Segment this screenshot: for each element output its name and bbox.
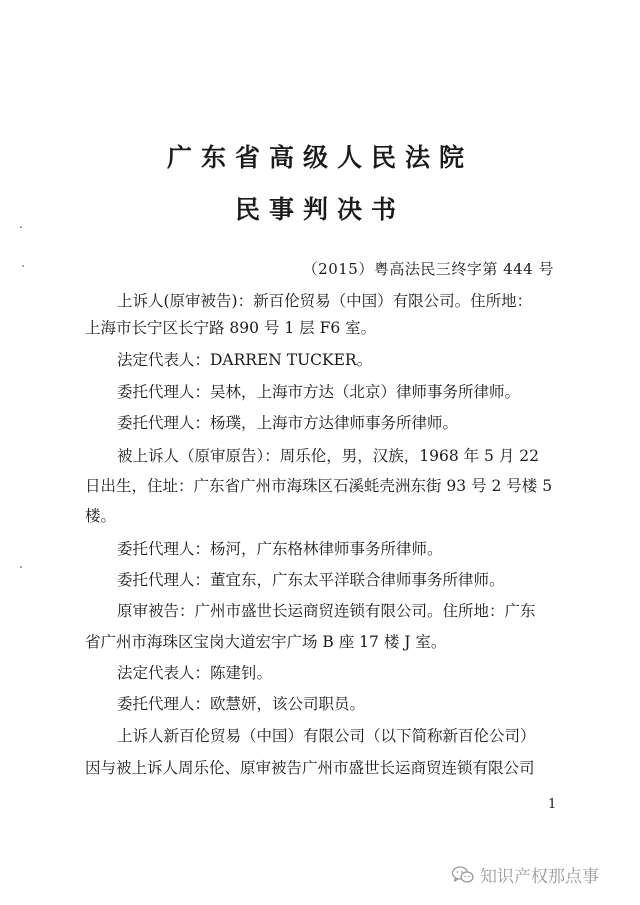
- watermark-text: 知识产权那点事: [480, 867, 599, 887]
- paragraph-appellee-end: 楼。: [85, 507, 117, 525]
- paragraph-legal-rep-2: 法定代表人：陈建钊。: [117, 664, 273, 682]
- paragraph-appellant: 上诉人(原审被告)：新百伦贸易（中国）有限公司。住所地：: [117, 292, 533, 310]
- paragraph-appellant-address: 上海市长宁区长宁路 890 号 1 层 F6 室。: [85, 319, 377, 337]
- paragraph-original-defendant: 原审被告：广州市盛世长运商贸连锁有限公司。住所地：广东: [117, 602, 536, 620]
- paragraph-agent-5: 委托代理人：欧慧妍，该公司职员。: [117, 695, 366, 713]
- document-type: 民事判决书: [234, 195, 405, 224]
- paragraph-agent-2: 委托代理人：杨璞，上海市方达律师事务所律师。: [117, 414, 459, 432]
- court-title: 广东省高级人民法院: [166, 143, 473, 172]
- paragraph-appellee: 被上诉人（原审原告）：周乐伦，男，汉族，1968 年 5 月 22: [117, 447, 539, 465]
- paragraph-case-intro-cont: 因与被上诉人周乐伦、原审被告广州市盛世长运商贸连锁有限公司: [85, 759, 535, 777]
- paragraph-agent-1: 委托代理人：吴林，上海市方达（北京）律师事务所律师。: [117, 383, 521, 401]
- watermark: [452, 862, 599, 887]
- scan-mark: [20, 226, 22, 228]
- paragraph-original-defendant-address: 省广州市海珠区宝岗大道宏宇广场 B 座 17 楼 J 室。: [85, 633, 447, 651]
- wechat-icon: [452, 866, 474, 884]
- paragraph-appellee-cont: 日出生，住址：广东省广州市海珠区石溪蚝壳洲东街 93 号 2 号楼 5: [85, 477, 553, 495]
- paragraph-agent-4: 委托代理人：董宜东，广东太平洋联合律师事务所律师。: [117, 571, 505, 589]
- case-number: （2015）粤高法民三终字第 444 号: [302, 260, 554, 278]
- page-number: 1: [548, 797, 557, 812]
- paragraph-case-intro: 上诉人新百伦贸易（中国）有限公司（以下简称新百伦公司）: [117, 727, 536, 745]
- paragraph-legal-rep: 法定代表人：DARREN TUCKER。: [117, 351, 373, 369]
- scan-mark: [22, 265, 24, 267]
- paragraph-agent-3: 委托代理人：杨河，广东格林律师事务所律师。: [117, 540, 443, 558]
- scan-mark: [20, 566, 22, 568]
